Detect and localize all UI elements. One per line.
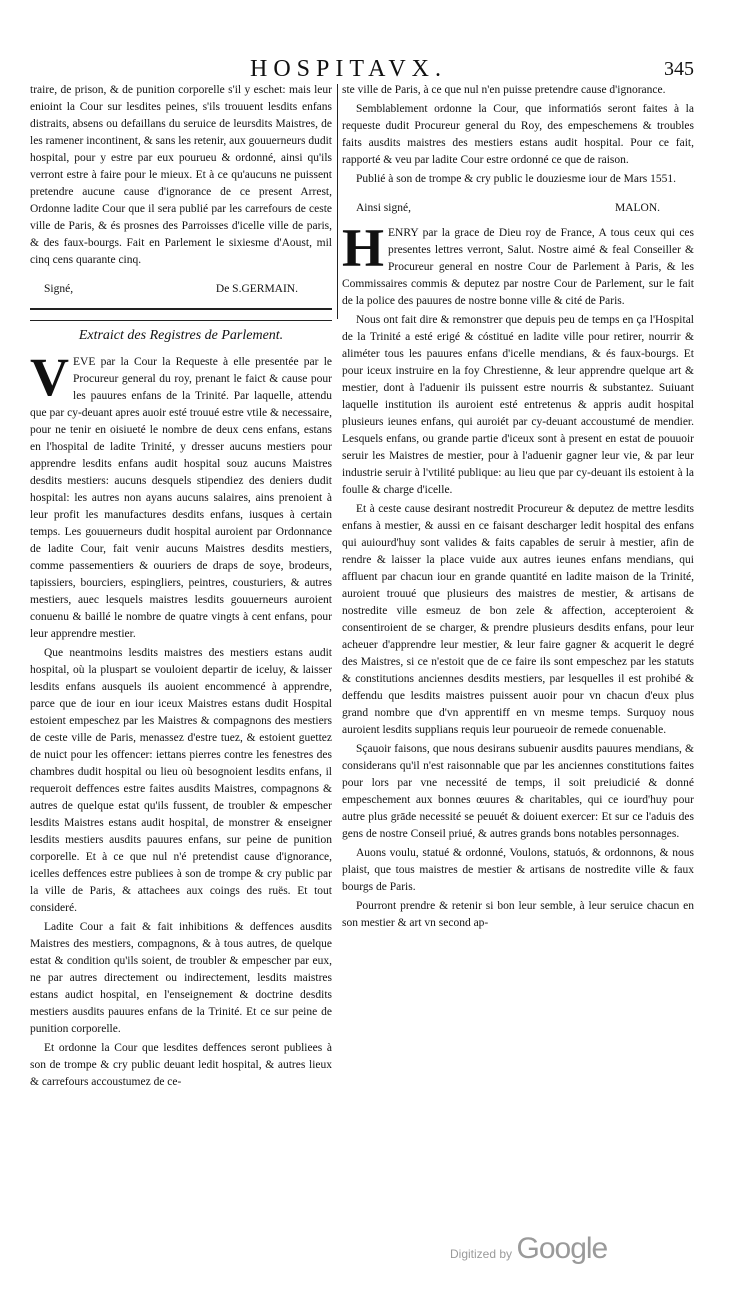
signature-line [342,200,694,217]
paragraph-text: ENRY par la grace de Dieu roy de France, A tous ceux qui ces presentes lettres verront, Salut. Nostre aimé & feal Conseiller & Procureur general en nostre Cour de Parlement à Paris, & les Commissaires commis & deputez par nostre Cour de Parlement, sur le fait de la police des pauures de nostre bonne ville & cité de Paris. [342,227,694,307]
column-divider [337,84,338,319]
signed-name: MALON. [614,202,660,214]
left-paragraph: traire, de prison, & de punition corporelle s'il y eschet: mais leur enioint la Cour sur lesdites peines, s'ils trouuent lesdits enfans distraits, absens ou defaillans du seruice de leursdits Maistres, de les ramener incontinent, & sans les retenir, aux gouuerneurs dudit hospital, pour y estre par eux pourueu & ordonné, ainsi qu'ils verront estre à faire pour le mieux. Et à ce qu'aucuns ne puissent pretendre aucune cause d'ignorance de ce present Arrest, Ordonne ladite Cour que il sera publié par les carrefours de ceste ville de Paris, & és prosnes des Parroisses d'icelle ville de paris, & des faux-bourgs. Fait en Parlement le sixiesme d'Aoust, mil cinq cens quarante cinq. [30,84,332,266]
right-paragraph: Pourront prendre & retenir si bon leur semble, à leur seruice chacun en son mestier & art vn second ap- [342,900,694,929]
drop-cap: H [342,218,385,278]
signature-line [30,281,332,298]
google-logo: Google [516,1232,608,1265]
right-paragraph: Et à ceste cause desirant nostredit Procureur & deputez de mettre lesdits enfans à mestier, & aussi en ce faisant descharger ledit hospital des enfans qui auiourd'huy sont valides & faits capables de seruir à mestier, afin de rendre & laisser la place vuide aux autres ieunes enfans mendians, qui affluent par chacun iour en grande quantité en ladite maison de la Trinité, auroient trouué que plusieurs des maistres de mestier, & artisans de nostredite ville esmeuz de bon zele & affection, accepteroient & consentiroient de se charger, & prendre plusieurs desdits enfans, pour leur acheuer d'apprendre leur mestier, & leur faire gagner & acquerit le degré des Maistres, si ce n'estoit que de ce faire ils sont empeschez par les statuts & constitutions anciennes desdits mestiers, par lesquelles il est prohibé & deffendu que lesdits maistres puissent auoir pour vn chacun d'eux plus grand nombre que d'vn apprentiff en vn mesme temps. Surquoy nous auroient lesdits supplians requis leur pourueoir de remede conuenable. [342,503,694,736]
drop-cap: V [30,347,69,407]
right-paragraph: Sçauoir faisons, que nous desirans subuenir ausdits pauures mendians, & considerans qu'il n'est raisonnable que par les anciennes constitutions faites pour lors par vne necessité de temps, il soit preiudicié & donné empeschement aux bonnes œuures & charitables, qui ce iourd'huy pour autre plus grāde necessité se peuuét & doiuent exercer: Et sur ce l'aduis des gens de nostre Conseil priué, & autres grands bons notables personnages. [342,743,694,840]
left-paragraph: Ladite Cour a fait & fait inhibitions & deffences ausdits Maistres des mestiers, compagnons, & à tous autres, de quelque estat & condition qu'ils soient, de troubler & empescher par eux, ne par autres directement ou indirectement, lesdits maistres estans audict hospital, en l'enseignement & doctrine desdits mestiers ausdits pauures enfans de la Trinité. Et ce sur peine de punition corporelle. [30,921,332,1035]
running-title: HOSPITAVX. [250,56,447,82]
right-paragraph: ste ville de Paris, à ce que nul n'en puisse pretendre cause d'ignorance. [342,84,666,96]
page-number: 345 [664,58,694,80]
right-paragraph: Semblablement ordonne la Cour, que informatiós seront faites à la requeste dudit Procureur general du Roy, des empeschemens & troubles faits ausdits maistres des mestiers estans audit hospital. Pour ce fait, rapporté & veu par ladite Cour estre ordonné ce que de raison. [342,103,694,166]
left-paragraph: Que neantmoins lesdits maistres des mestiers estans audit hospital, où la pluspart se vouloient departir de iceluy, & laisser lesdits enfans ausquels ils auoient encommencé à apprendre, parce que de iour en iour iceux Maistres estans dudit Hospital estoient empeschez par les Maistres & compagnons des mestiers de ceste ville de Paris, menassez d'estre tuez, & estoient guettez de nuict pour les offencer: iettans pierres contre les fenestres des chambres dudit hospital ou lieu où besognoient lesdits enfans, il requeroit deffences estre faites ausdits Maistres, compagnons & autres de quelque estat qu'ils fussent, de troubler & empescher lesdits Maistres estans audit hospital, de monstrer & enseigner lesdits mestiers ausdits pauures enfans, sur peine de punition corporelle. Et à ce que nul n'é pretendist cause d'ignorance, icelles deffences estre publiees à son de trompe & cry public par la ville de Paris, & attachees aux coings des ruës. Et tout consideré. [30,647,332,914]
digitized-watermark [450,1232,607,1266]
signed-label: Ainsi signé, [356,202,411,214]
left-column [30,82,332,1093]
left-paragraph [30,347,332,643]
right-paragraph: Auons voulu, statué & ordonné, Voulons, statuós, & ordonnons, & nous plaist, que tous maistres de mestier & artisans de nostredite ville & faux bourgs de Paris. [342,847,694,893]
right-column [342,82,694,934]
section-rule-thin [30,320,332,321]
signed-name: De S.GERMAIN. [215,283,298,295]
right-paragraph [342,218,694,310]
right-paragraph: Nous ont fait dire & remonstrer que depuis peu de temps en ça l'Hospital de la Trinité a esté erigé & cóstitué en ladite ville pour retirer, nourrir & aliméter tous les pauures enfans d'icelle mendians, & és faux-bourgs. Et pour iceux instruire en la foy Chrestienne, & leur apprendre quelque art & mestier, dont à l'aduenir ils puissent estre nourris & substantez. Suiuant laquelle institution ils auroient esté entretenus & appris audit hospital plusieurs ieunes enfans, qui auroiét par cy-deuant accoustumé de mendier. Lesquels enfans, ou grande partie d'iceux sont à present en estat de pouuoir seruir les Maistres de mestier, pour à l'aduenir gagner leur vie, & par leur industrie seruir à l'vtilité publique: au lieu que par cy-deuant ils estoient à la foulle & charge d'icelle. [342,314,694,496]
watermark-prefix: Digitized by [450,1247,513,1261]
paragraph-text: EVE par la Cour la Requeste à elle presentée par le Procureur general du roy, prenant le faict & cause pour les pauures enfans de la Trinité. Par laquelle, attendu que par cy-deuant apres auoir esté trouué estre vtile & necessaire, pour ne tenir en oisiueté le nombre de deux cens enfans, estans en l'hospital de ladite Trinité, y dresser aucuns mestiers pour apprendre lesdits enfans audit hospital souz aucuns Maistres desdits mestiers: aucuns desquels stipendiez des deniers dudit hospital: les autres non ayans aucuns salaires, ains prenoient à leur profit les manufactures desdits enfans, iusques à certain temps. Les gouuerneurs dudit hospital auroient par Ordonnance de ladite Cour, fait venir aucuns Maistres desdits mestiers, comme passementiers & ouuriers de draps de soye, brodeurs, tapissiers, bourciers, espingliers, peintres, cousturiers, & autres mestiers, auec lesquels maistres lesdits gouuerneurs auroient conuenu & baillé le nombre de quatre vingts à cent enfans, pour leur apprendre mestier. [30,356,332,640]
left-paragraph: Et ordonne la Cour que lesdites deffences seront publiees à son de trompe & cry public deuant ledit hospital, & autres lieux & carrefours accoustumez de ce- [30,1042,332,1088]
right-paragraph: Publié à son de trompe & cry public le douziesme iour de Mars 1551. [356,173,677,185]
signed-label: Signé, [44,283,74,295]
section-rule [30,308,332,310]
section-heading: Extraict des Registres de Parlement. [78,328,284,343]
